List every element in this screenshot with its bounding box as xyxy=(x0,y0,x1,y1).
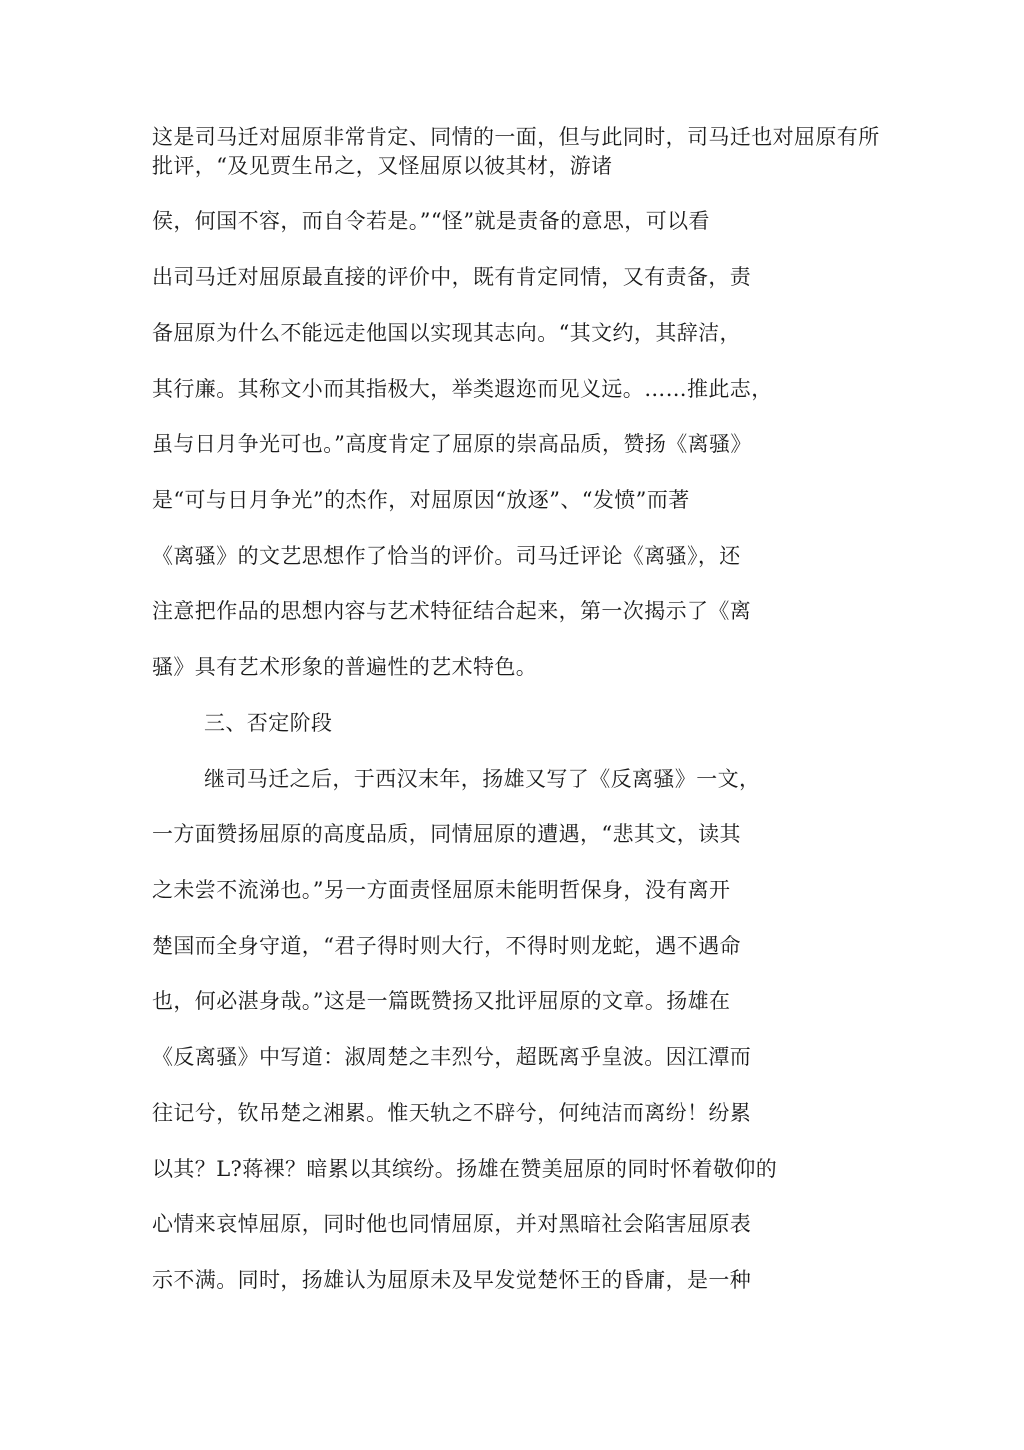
text-line: 备屈原为什么不能远走他国以实现其志向。“其文约，其辞洁， xyxy=(152,321,741,345)
text-line: 是“可与日月争光”的杰作，对屈原因“放逐”、“发愤”而著 xyxy=(152,488,690,512)
text-line: 注意把作品的思想内容与艺术特征结合起来，第一次揭示了《离 xyxy=(152,599,752,623)
text-line: 《离骚》的文艺思想作了恰当的评价。司马迁评论《离骚》，还 xyxy=(152,544,741,568)
text-line: 虽与日月争光可也。”高度肯定了屈原的崇高品质，赞扬《离骚》 xyxy=(152,432,752,456)
text-line: 继司马迁之后，于西汉末年，扬雄又写了《反离骚》一文， xyxy=(204,767,761,791)
text-line: 其行廉。其称文小而其指极大，举类遐迩而见义远。……推此志， xyxy=(152,377,773,401)
text-line: 往记兮，钦吊楚之湘累。惟天轨之不辟兮，何纯洁而离纷！纷累 xyxy=(152,1101,752,1125)
text-line: 示不满。同时，扬雄认为屈原未及早发觉楚怀王的昏庸，是一种 xyxy=(152,1268,752,1292)
text-line: 也，何必湛身哉。”这是一篇既赞扬又批评屈原的文章。扬雄在 xyxy=(152,989,731,1013)
text-line: 楚国而全身守道，“君子得时则大行，不得时则龙蛇，遇不遇命 xyxy=(152,934,741,958)
text-line: 之未尝不流涕也。”另一方面责怪屈原未能明哲保身，没有离开 xyxy=(152,878,731,902)
text-line: 以其？L?蒋裸？暗累以其缤纷。扬雄在赞美屈原的同时怀着敬仰的 xyxy=(152,1157,778,1181)
text-line: 批评，“及见贾生吊之，又怪屈原以彼其材，游诸 xyxy=(152,154,613,178)
text-line: 一方面赞扬屈原的高度品质，同情屈原的遭遇，“悲其文，读其 xyxy=(152,822,741,846)
text-line: 出司马迁对屈原最直接的评价中，既有肯定同情，又有责备，责 xyxy=(152,265,752,289)
text-line: 心情来哀悼屈原，同时他也同情屈原，并对黑暗社会陷害屈原表 xyxy=(152,1212,752,1236)
text-line: 骚》具有艺术形象的普遍性的艺术特色。 xyxy=(152,655,538,679)
text-line: 《反离骚》中写道：淑周楚之丰烈兮，超既离乎皇波。因江潭而 xyxy=(152,1045,752,1069)
text-line: 这是司马迁对屈原非常肯定、同情的一面，但与此同时，司马迁也对屈原有所 xyxy=(152,125,880,149)
section-heading: 三、否定阶段 xyxy=(204,711,333,735)
text-line: 侯，何国不容，而自令若是。”“怪”就是责备的意思，可以看 xyxy=(152,209,710,233)
